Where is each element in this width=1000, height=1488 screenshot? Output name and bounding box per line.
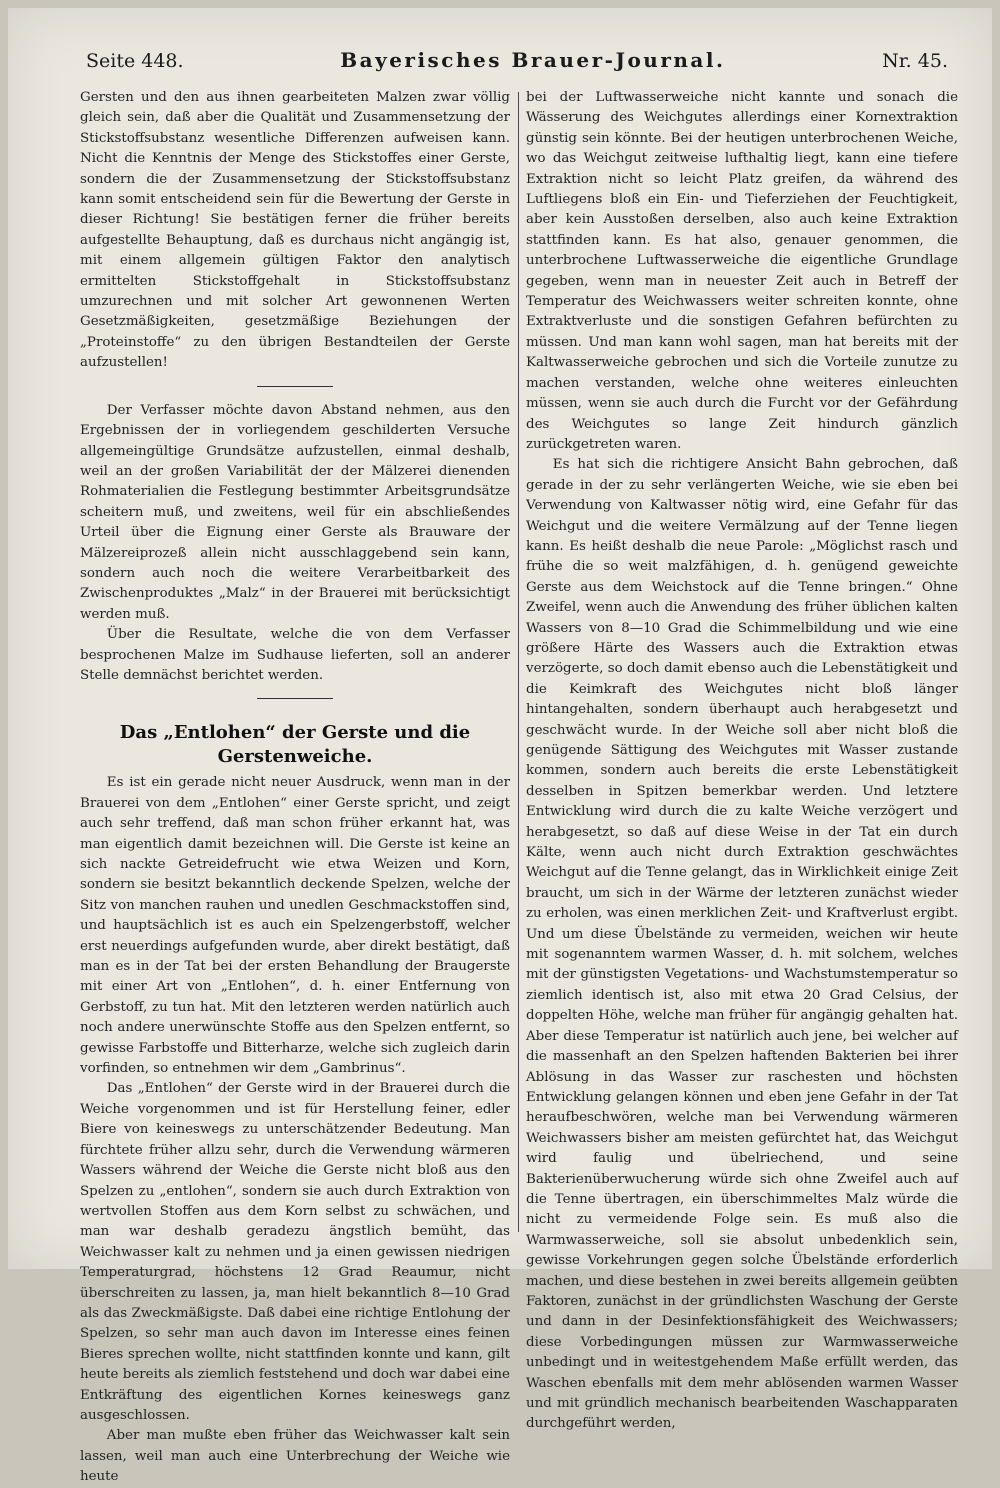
paragraph: Gersten und den aus ihnen gearbeiteten Malzen zwar völlig gleich sein, daß aber die Qualität und Zusammensetzung der Stickstoffsubstanz wesentliche Differenzen aufweisen kann. Nicht die Kenntnis der Menge des Stickstoffes einer Gerste, sondern die der Zusammensetzung der Stickstoffsubstanz kann somit entscheidend sein für die Bewertung der Gerste in dieser Richtung! Sie bestätigen ferner die früher bereits aufgestellte Behauptung, daß es durchaus nicht angängig ist, mit einem allgemein gültigen Faktor den analytisch ermittelten Stickstoffgehalt in Stickstoffsubstanz umzurechnen und mit solcher Art gewonnenen Werten Gesetzmäßigkeiten, gesetzmäßige Beziehungen der „Proteinstoffe“ zu den übrigen Bestandteilen der Gerste aufzustellen! (80, 90, 510, 371)
paragraph: Es ist ein gerade nicht neuer Ausdruck, wenn man in der Brauerei von dem „Entlohen“ einer Gerste spricht, und zeigt auch sehr treffend, daß man schon früher erkannt hat, was man eigentlich damit bezeichnen will. Die Gerste ist keine an sich nackte Getreidefrucht wie etwa Weizen und Korn, sondern sie besitzt bekanntlich deckende Spelzen, welche der Sitz von manchen rauhen und unedlen Geschmackstoffen sind, und hauptsächlich ist es auch ein Spelzengerbstoff, welcher erst neuerdings aufgefunden wurde, aber direkt bestätigt, daß man es in der Tat bei der ersten Behandlung der Braugerste mit einer Art von „Entlohen“, d. h. einer Entfernung von Gerbstoff, zu tun hat. Mit den letzteren werden natürlich auch noch andere unerwünschte Stoffe aus den Spelzen entfernt, so gewisse Farbstoffe und Bitterharze, welche sich zugleich darin vorfinden, so entnehmen wir dem „Gambrinus“. (80, 775, 510, 1077)
right-column (526, 88, 958, 1432)
separator-rule (257, 386, 333, 387)
paragraph: bei der Luftwasserweiche nicht kannte und sonach die Wässerung des Weichgutes allerdings einer Kornextraktion günstig sein könnte. Bei der heutigen unterbrochenen Weiche, wo das Weichgut zeitweise lufthaltig liegt, kann eine tiefere Extraktion nicht so leicht Platz greifen, da während des Luftliegens bloß ein Ein- und Tieferziehen der Feuchtigkeit, aber kein Ausstoßen derselben, also auch keine Extraktion stattfinden kann. Es hat also, genauer genommen, die unterbrochene Luftwasserweiche die eigentliche Grundlage gegeben, wenn man in neuester Zeit auch in Betreff der Temperatur des Weichwassers weiter schreiten konnte, ohne Extraktverluste und die sonstigen Gefahren befürchten zu müssen. Und man kann wohl sagen, man hat bereits mit der Kaltwasserweiche gebrochen und sich die Vorteile zunutze zu machen verstanden, welche ohne weiteres einleuchten müssen, wenn sie auch durch die Furcht vor der Gefährdung des Weichgutes so lange Zeit hindurch gänzlich zurückgetreten waren. (526, 90, 958, 452)
paragraph: Es hat sich die richtigere Ansicht Bahn gebrochen, daß gerade in der zu sehr verlängerten Weiche, wie sie eben bei Verwendung von Kaltwasser nötig wird, eine Gefahr für das Weichgut und die weitere Vermälzung auf der Tenne liegen kann. Es heißt deshalb die neue Parole: „Möglichst rasch und frühe die so weit malzfähigen, d. h. genügend geweichte Gerste aus dem Weichstock auf die Tenne bringen.“ Ohne Zweifel, wenn auch die Anwendung des früher üblichen kalten Wassers von 8—10 Grad die Schimmelbildung und wie eine größere Härte des Wassers auch die Extraktion etwas verzögerte, so doch damit ebenso auch die Lebenstätigkeit und die Keimkraft des Weichgutes nicht bloß länger hintangehalten, sondern überhaupt auch herabgesetzt und geschwächt wurde. In der Weiche soll aber nicht bloß die genügende Sättigung des Weichgutes mit Wasser zustande kommen, sondern auch bereits die erste Lebenstätigkeit desselben in Spitzen bemerkbar werden. Und letztere Entwicklung wird durch die zu kalte Weiche verzögert und herabgesetzt, so daß auf diese Weise in der Tat ein durch Kälte, wenn auch nicht durch Extraktion geschwächtes Weichgut auf die Tenne gelangt, das in Wirklichkeit einige Zeit braucht, um sich in der Wärme der letzteren zunächst wieder zu erholen, was einen merklichen Zeit- und Kraftverlust ergibt. Und um diese Übelstände zu vermeiden, weichen wir heute mit sogenanntem warmen Wasser, d. h. mit solchem, welches mit der günstigsten Vegetations- und Wachstumstemperatur so ziemlich identisch ist, also mit etwa 20 Grad Celsius, der doppelten Höhe, welche man früher für angängig gehalten hat. Aber diese Temperatur ist natürlich auch jene, bei welcher auf die massenhaft an den Spelzen haftenden Bakterien bei ihrer Ablösung in das Wasser zur raschesten und höchsten Entwicklung gelangen können und eben jene Gefahr in der Tat heraufbeschwören, welche man bei Verwendung wärmeren Weichwassers bisher am meisten gefürchtet hat, das Weichgut wird faulig und übelriechend, und seine Bakterienüberwucherung würde sich ohne Zweifel auch auf die Tenne übertragen, ein überschimmeltes Malz würde die nicht zu vermeidende Folge sein. Es muß also die Warmwasserweiche, soll sie absolut unbedenklich sein, gewisse Vorkehrungen gegen solche Übelstände erforderlich machen, und diese bestehen in zwei bereits allgemein geübten Faktoren, zunächst in der gründlichsten Waschung der Gerste und dann in der Desinfektionsfähigkeit des Weichwassers; diese Vorbedingungen müssen zur Warmwasserweiche unbedingt und in weitestgehendem Maße erfüllt werden, das Waschen ebenfalls mit dem mehr ablösenden warmen Wasser und mit gründlich mechanisch bearbeitenden Waschapparaten durchgeführt werden, (526, 457, 958, 1432)
page-number: Seite 448. (86, 50, 184, 72)
paragraph: Der Verfasser möchte davon Abstand nehmen, aus den Ergebnissen der in vorliegendem geschilderten Versuche allgemeingültige Grundsätze aufzustellen, einmal deshalb, weil an der großen Variabilität der der Mälzerei dienenden Rohmaterialien die Festlegung bestimmter Arbeitsgrundsätze scheitern muß, und zweitens, weil für ein abschließendes Urteil über die Eignung einer Gerste als Brauware der Mälzereiprozeß allein nicht ausschlaggebend sein kann, sondern auch noch die weitere Verarbeitbarkeit des Zwischenproduktes „Malz“ in der Brauerei mit berücksichtigt werden muß. (80, 402, 510, 622)
paragraph: Über die Resultate, welche die von dem Verfasser besprochenen Malze im Sudhause lieferten, soll an anderer Stelle demnächst berichtet werden. (80, 627, 510, 683)
section-heading: Das „Entlohen“ der Gerste und die Gerstenweiche. (119, 722, 471, 768)
page-header (86, 48, 948, 82)
journal-page (8, 8, 992, 1485)
left-column (80, 88, 510, 1485)
separator-rule (257, 698, 333, 699)
paragraph: Aber man mußte eben früher das Weichwasser kalt sein lassen, weil man auch eine Unterbrechung der Weiche wie heute (80, 1428, 510, 1485)
issue-number: Nr. 45. (882, 50, 948, 72)
column-divider (518, 92, 519, 1232)
journal-title: Bayerisches Brauer-Journal. (340, 48, 726, 72)
paragraph: Das „Entlohen“ der Gerste wird in der Brauerei durch die Weiche vorgenommen und ist für Herstellung feiner, edler Biere von keineswegs zu unterschätzender Bedeutung. Man fürchtete früher allzu sehr, durch die Verwendung wärmeren Wassers während der Weiche die Gerste nicht bloß aus den Spelzen zu „entlohen“, sondern sie auch durch Extraktion von wertvollen Stoffen aus dem Korn selbst zu schwächen, und man war deshalb geradezu ängstlich bemüht, das Weichwasser kalt zu nehmen und ja einen gewissen niedrigen Temperaturgrad, höchstens 12 Grad Reaumur, nicht überschreiten zu lassen, ja, man hielt bekanntlich 8—10 Grad als das Zweckmäßigste. Daß dabei eine richtige Entlohung der Spelzen, so sehr man auch davon im Interesse eines feinen Bieres sprechen wollte, nicht stattfinden konnte und kann, gilt heute bereits als ziemlich feststehend und doch war dabei eine Entkräftung des eigentlichen Kornes keineswegs ganz ausgeschlossen. (80, 1081, 510, 1423)
